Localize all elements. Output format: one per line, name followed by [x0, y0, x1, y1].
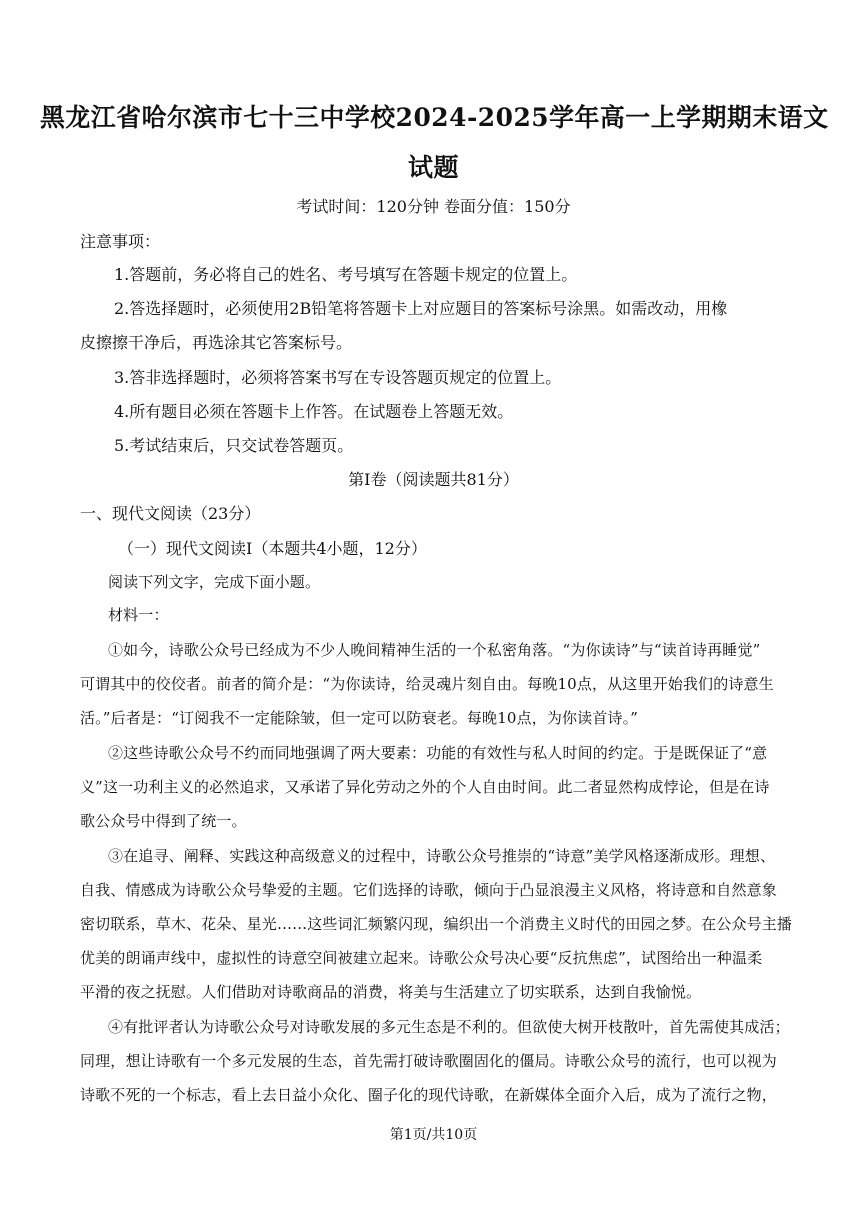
notice-heading: 注意事项：: [80, 232, 161, 251]
paragraph-line: 自我、情感成为诗歌公众号挚爱的主题。它们选择的诗歌，倾向于凸显浪漫主义风格，将诗意和自然意象: [80, 881, 777, 899]
notice-item: 2.答选择题时，必须使用2B铅笔将答题卡上对应题目的答案标号涂黑。如需改动，用橡: [114, 299, 728, 318]
paragraph-line: ④有批评者认为诗歌公众号对诗歌发展的多元生态是不利的。但欲使大树开枝散叶，首先需使其成活；: [108, 1018, 790, 1036]
sub-section-title: （一）现代文阅读Ⅰ（本题共4小题，12分）: [118, 539, 427, 558]
paragraph-line: 平滑的夜之抚慰。人们借助对诗歌商品的消费，将美与生活建立了切实联系，达到自我愉悦。: [80, 983, 702, 1001]
exam-title-line2: 试题: [407, 153, 459, 182]
paragraph-line: 义”这一功利主义的必然追求，又承诺了异化劳动之外的个人自由时间。此二者显然构成悖论，但是在诗: [80, 778, 770, 796]
paragraph-line: 活。”后者是：“订阅我不一定能除皱，但一定可以防衰老。每晚10点，为你读首诗。”: [80, 709, 639, 727]
reading-instruction: 阅读下列文字，完成下面小题。: [108, 573, 321, 591]
paragraph-line: 可谓其中的佼佼者。前者的简介是：“为你读诗，给灵魂片刻自由。每晚10点，从这里开始我们的诗意生: [80, 675, 774, 693]
page-number: 第1页/共10页: [389, 1127, 478, 1143]
notice-item: 3.答非选择题时，必须将答案书写在专设答题页规定的位置上。: [114, 368, 562, 387]
paragraph-line: 歌公众号中得到了统一。: [80, 812, 247, 830]
notice-item: 1.答题前，务必将自己的姓名、考号填写在答题卡规定的位置上。: [114, 265, 578, 284]
paragraph-line: 同理，想让诗歌有一个多元发展的生态，首先需打破诗歌圈固化的僵局。诗歌公众号的流行，也可以视为: [80, 1052, 777, 1070]
volume-title: 第Ⅰ卷（阅读题共81分）: [348, 470, 519, 489]
paragraph-line: 优美的朗诵声线中，虚拟性的诗意空间被建立起来。诗歌公众号决心要“反抗焦虑”，试图给出一种温柔: [80, 949, 763, 967]
paragraph-line: 密切联系，草木、花朵、星光……这些词汇频繁闪现，编织出一个消费主义时代的田园之梦。在公众号主播: [80, 915, 793, 933]
paragraph-line: ②这些诗歌公众号不约而同地强调了两大要素：功能的有效性与私人时间的约定。于是既保证了“意: [108, 744, 768, 762]
notice-item-continued: 皮擦擦干净后，再选涂其它答案标号。: [80, 333, 353, 352]
notice-item: 4.所有题目必须在答题卡上作答。在试题卷上答题无效。: [114, 402, 514, 421]
paragraph-line: ①如今，诗歌公众号已经成为不少人晚间精神生活的一个私密角落。“为你读诗”与“读首诗再睡觉”: [108, 641, 761, 659]
material-label: 材料一：: [108, 606, 169, 624]
paragraph-line: ③在追寻、阐释、实践这种高级意义的过程中，诗歌公众号推崇的“诗意”美学风格逐渐成形。理想、: [108, 847, 776, 865]
exam-info: 考试时间：120分钟 卷面分值：150分: [296, 197, 571, 216]
notice-item: 5.考试结束后，只交试卷答题页。: [114, 436, 354, 455]
paragraph-line: 诗歌不死的一个标志，看上去日益小众化、圈子化的现代诗歌，在新媒体全面介入后，成为了流行之物，: [80, 1086, 777, 1104]
part-title: 一、现代文阅读（23分）: [80, 504, 261, 523]
exam-title-line1: 黑龙江省哈尔滨市七十三中学校2024-2025学年高一上学期期末语文: [40, 103, 829, 132]
